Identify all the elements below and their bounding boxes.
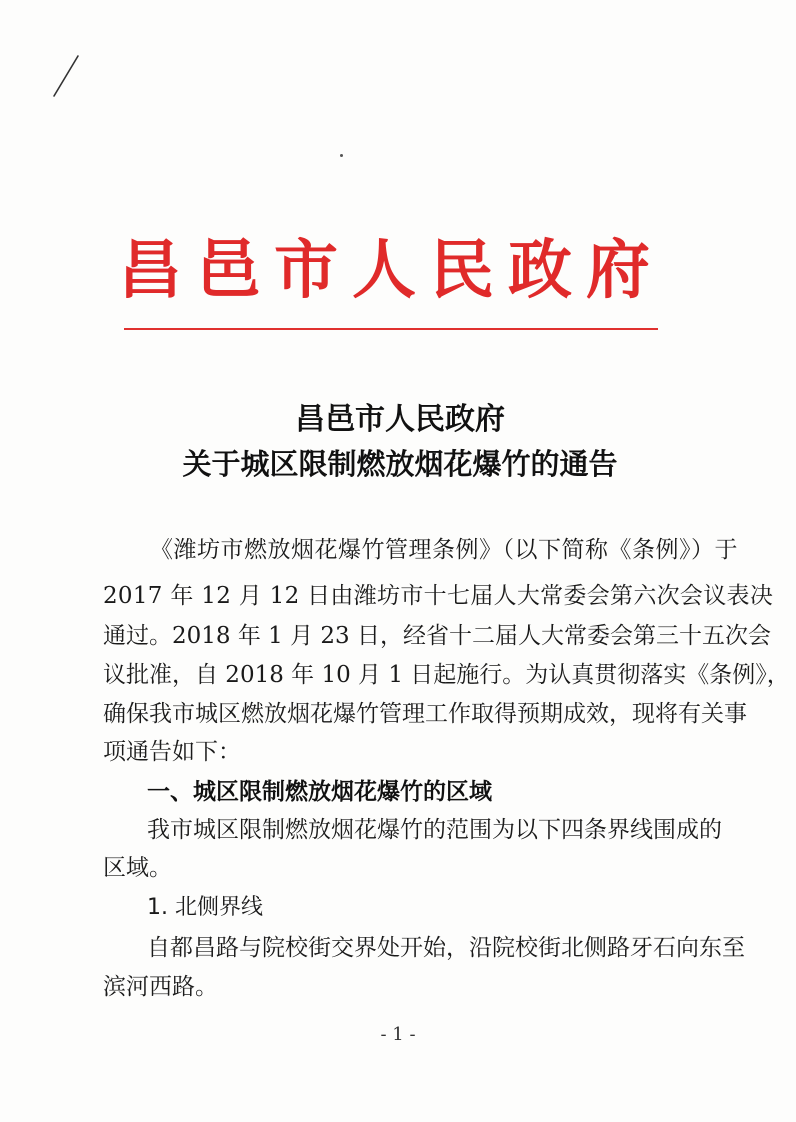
paragraph-line: 区域。 xyxy=(103,855,172,881)
pen-mark xyxy=(48,52,88,104)
document-title-line2: 关于城区限制燃放烟花爆竹的通告 xyxy=(182,447,618,481)
paragraph-line: 滨河西路。 xyxy=(103,974,218,1000)
paragraph-line: 议批准，自 2018 年 10 月 1 日起施行。为认真贯彻落实《条例》， xyxy=(103,662,790,688)
paragraph-line: 自都昌路与院校街交界处开始，沿院校街北侧路牙石向东至 xyxy=(147,935,745,961)
document-title-line1: 昌邑市人民政府 xyxy=(295,402,505,437)
section-heading: 一、城区限制燃放烟花爆竹的区域 xyxy=(147,779,492,805)
issuer-header: 昌邑市人民政府 xyxy=(118,234,664,308)
paragraph-line: 我市城区限制燃放烟花爆竹的范围为以下四条界线围成的 xyxy=(147,817,722,843)
red-divider-rule xyxy=(124,328,658,330)
paragraph-line: 2017 年 12 月 12 日由潍坊市十七届人大常委会第六次会议表决 xyxy=(103,583,774,609)
paragraph-line: 项通告如下： xyxy=(103,739,241,765)
subsection-heading: 1. 北侧界线 xyxy=(147,895,263,920)
page-number: - 1 - xyxy=(380,1024,416,1045)
paragraph-line: 《潍坊市燃放烟花爆竹管理条例》（以下简称《条例》）于 xyxy=(150,537,738,563)
paragraph-line: 通过。2018 年 1 月 23 日，经省十二届人大常委会第三十五次会 xyxy=(103,623,771,649)
paragraph-line: 确保我市城区燃放烟花爆竹管理工作取得预期成效，现将有关事 xyxy=(103,701,747,727)
scan-speck xyxy=(340,154,343,157)
